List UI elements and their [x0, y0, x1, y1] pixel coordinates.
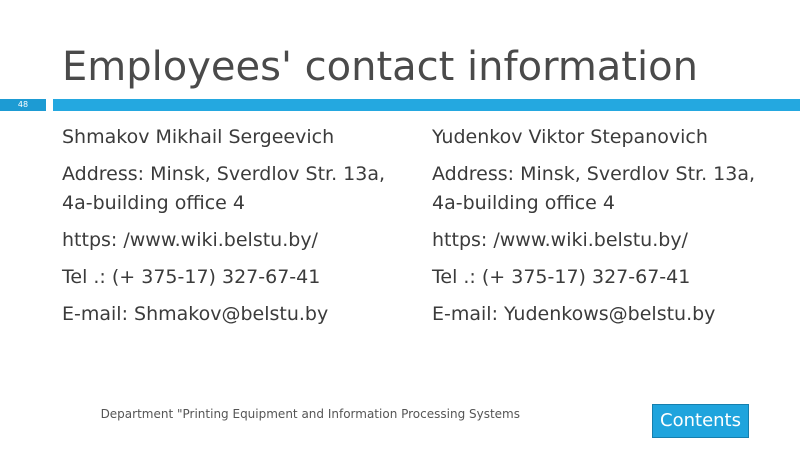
- contact-address: Address: Minsk, Sverdlov Str. 13a, 4a-building office 4: [62, 163, 386, 214]
- contact-email: E-mail: Yudenkows@belstu.by: [432, 303, 716, 325]
- contact-card-yudenkov: [432, 123, 772, 337]
- contact-url: https: /www.wiki.belstu.by/: [62, 229, 318, 251]
- slide-title: Employees' contact information: [62, 44, 698, 90]
- contact-name: Yudenkov Viktor Stepanovich: [432, 126, 708, 148]
- contact-name: Shmakov Mikhail Sergeevich: [62, 126, 335, 148]
- contact-url: https: /www.wiki.belstu.by/: [432, 229, 688, 251]
- slide-number: 48: [0, 99, 46, 111]
- contact-email: E-mail: Shmakov@belstu.by: [62, 303, 329, 325]
- contact-phone: Tel .: (+ 375-17) 327-67-41: [432, 266, 691, 288]
- contact-address: Address: Minsk, Sverdlov Str. 13a, 4a-building office 4: [432, 163, 756, 214]
- department-footer: Department "Printing Equipment and Information Processing Systems: [100, 407, 520, 421]
- title-divider-bar: [53, 99, 800, 111]
- contents-button[interactable]: Contents: [652, 404, 749, 438]
- contact-phone: Tel .: (+ 375-17) 327-67-41: [62, 266, 321, 288]
- contact-card-shmakov: [62, 123, 402, 337]
